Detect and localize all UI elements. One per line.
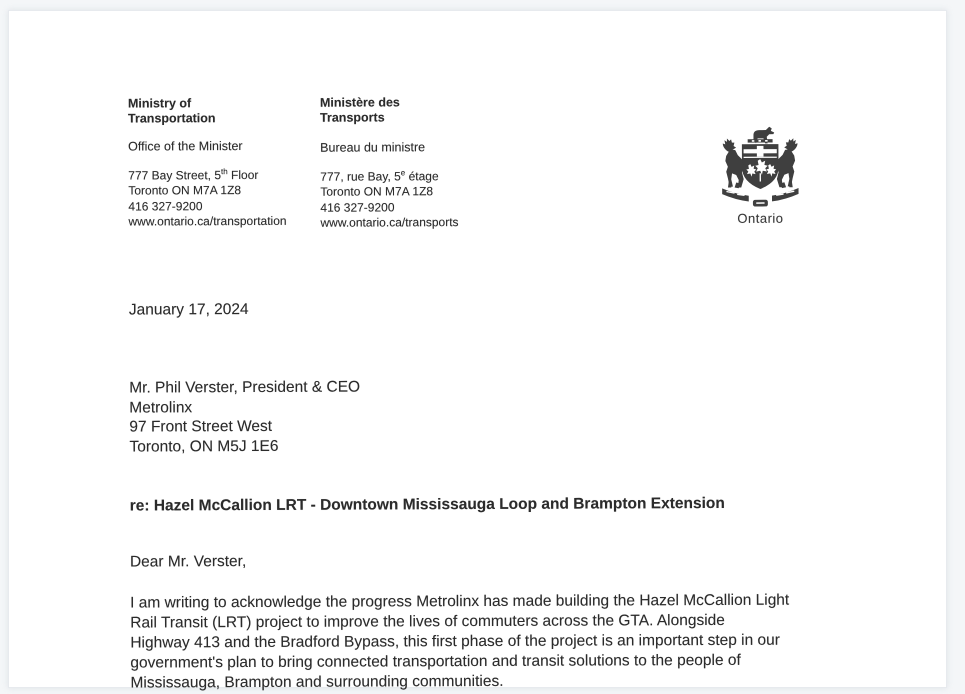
address-block-fr — [320, 169, 458, 231]
ministry-name-en — [128, 96, 216, 126]
motto-ribbon — [722, 188, 749, 201]
salutation: Dear Mr. Verster, — [129, 553, 247, 571]
office-title-fr: Bureau du ministre — [320, 140, 426, 155]
moose-icon — [723, 138, 744, 188]
ministry-name-en-line2: Transportation — [127, 111, 216, 126]
address-en-website: www.ontario.ca/transportation — [128, 214, 287, 229]
ministry-name-fr-line1: Ministère des — [319, 95, 400, 110]
address-en-street: 777 Bay Street, 5 — [128, 168, 222, 183]
address-fr-line1 — [320, 169, 458, 185]
address-fr-ordinal: e — [400, 168, 406, 178]
office-title-en: Office of the Minister — [128, 139, 243, 154]
address-fr-phone: 416 327-9200 — [320, 200, 395, 215]
body-paragraph — [130, 591, 790, 694]
letter-page — [8, 10, 947, 692]
address-en-line1 — [128, 168, 286, 184]
recipient-line: Toronto, ON M5J 1E6 — [129, 437, 279, 456]
address-en-ordinal: th — [220, 167, 228, 177]
letter-date: January 17, 2024 — [128, 301, 249, 319]
address-block-en — [128, 168, 286, 230]
paragraph-line: I am writing to acknowledge the progress Metrolinx has made building the Hazel McCallion Light — [130, 591, 790, 612]
coat-of-arms-icon — [710, 122, 810, 210]
ontario-wordmark: Ontario — [737, 210, 784, 226]
recipient-line: Mr. Phil Verster, President & CEO — [129, 378, 361, 397]
paragraph-line: government's plan to bring connected transportation and transit solutions to the people of — [130, 651, 741, 672]
address-en-floor: Floor — [227, 167, 259, 183]
subject-line: re: Hazel McCallion LRT - Downtown Mississauga Loop and Brampton Extension — [129, 494, 725, 515]
recipient-line: Metrolinx — [129, 398, 193, 417]
address-en-phone: 416 327-9200 — [128, 199, 203, 214]
address-fr-street: 777, rue Bay, 5 — [320, 169, 401, 184]
address-fr-floor: étage — [405, 169, 439, 184]
address-en-city: Toronto ON M7A 1Z8 — [128, 183, 242, 198]
address-fr-city: Toronto ON M7A 1Z8 — [320, 184, 434, 200]
address-fr-website: www.ontario.ca/transports — [320, 215, 459, 230]
deer-icon — [777, 138, 798, 188]
paragraph-line: Rail Transit (LRT) project to improve the lives of commuters across the GTA. Alongside — [130, 611, 725, 632]
recipient-block — [129, 378, 360, 457]
paragraph-line: Highway 413 and the Bradford Bypass, this first phase of the project is an important step in our — [130, 631, 780, 652]
ministry-name-fr — [320, 95, 400, 125]
ontario-coat-of-arms — [708, 122, 812, 226]
ministry-name-en-line1: Ministry of — [127, 96, 192, 111]
ministry-name-fr-line2: Transports — [319, 110, 385, 125]
recipient-line: 97 Front Street West — [129, 417, 273, 436]
paragraph-line: Mississauga, Brampton and surrounding communities. — [130, 672, 504, 692]
